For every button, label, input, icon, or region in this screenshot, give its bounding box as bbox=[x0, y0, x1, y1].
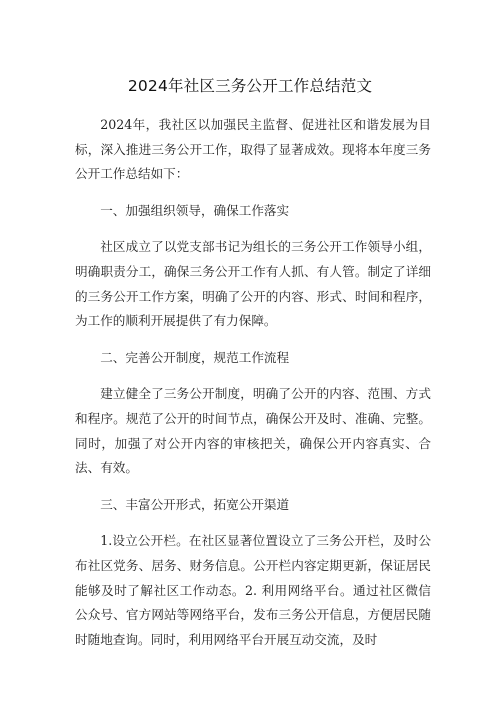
section-paragraph-2: 建立健全了三务公开制度，明确了公开的内容、范围、方式和程序。规范了公开的时间节点，确保公开及时、准确、完整。同时，加强了对公开内容的审核把关，确保公开内容真实、合法、有效。 bbox=[75, 386, 431, 476]
section-heading-3: 三、丰富公开形式，拓宽公开渠道 bbox=[100, 496, 290, 512]
document-title: 2024年社区三务公开工作总结范文 bbox=[127, 77, 373, 95]
document-body bbox=[75, 113, 431, 652]
section-heading-1: 一、加强组织领导，确保工作落实 bbox=[100, 202, 290, 218]
section-heading-2: 二、完善公开制度，规范工作流程 bbox=[100, 349, 290, 365]
section-paragraph-1: 社区成立了以党支部书记为组长的三务公开工作领导小组，明确职责分工，确保三务公开工作有人抓、有人管。制定了详细的三务公开工作方案，明确了公开的内容、形式、时间和程序，为工作的顺利开展提供了有力保障。 bbox=[75, 239, 431, 329]
section-paragraph-3: 1.设立公开栏。在社区显著位置设立了三务公开栏，及时公布社区党务、居务、财务信息。公开栏内容定期更新，保证居民能够及时了解社区工作动态。2. 利用网络平台。通过社区微信公众号、官方网站等网络平台，发布三务公开信息，方便居民随时随地查询。同时，利用网络平台开展互动交流，及时 bbox=[75, 533, 431, 647]
intro-paragraph: 2024年，我社区以加强民主监督、促进社区和谐发展为目标，深入推进三务公开工作，取得了显著成效。现将本年度三务公开工作总结如下： bbox=[75, 117, 431, 182]
